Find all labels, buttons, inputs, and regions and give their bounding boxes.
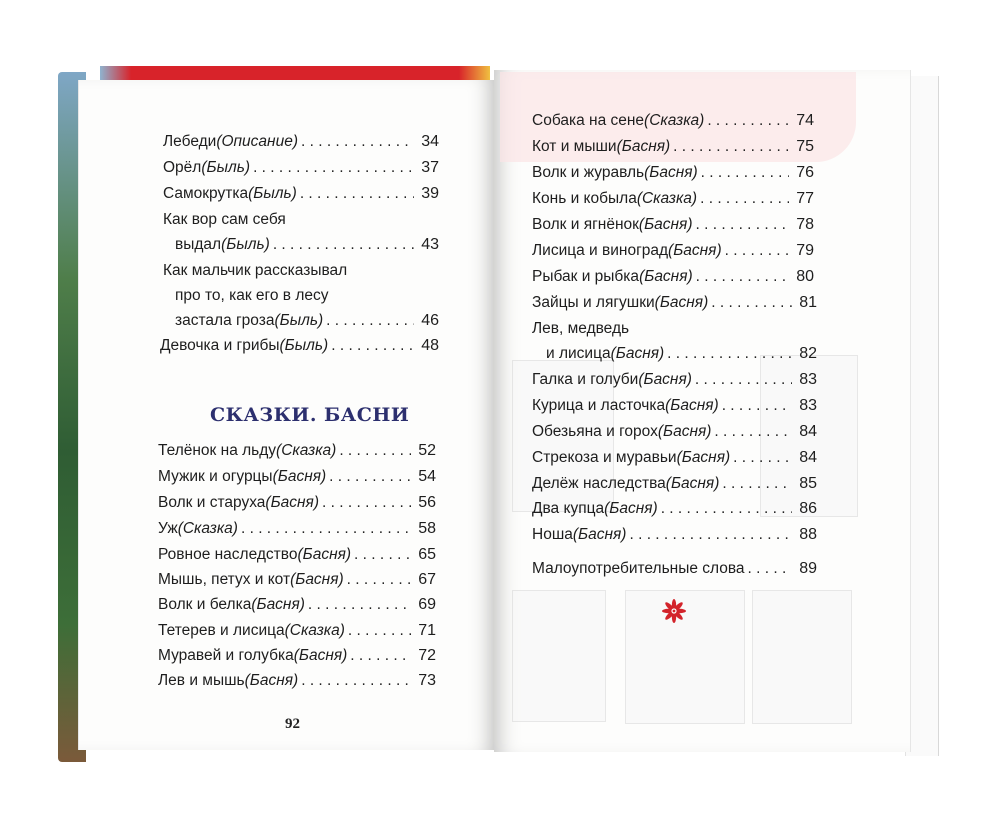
entry-genre: (Басня)	[639, 268, 693, 285]
entry-page: 84	[799, 449, 817, 466]
toc-entry	[163, 133, 439, 151]
toc-entry	[175, 312, 439, 330]
entry-page: 84	[799, 423, 817, 440]
page-number: 92	[285, 716, 300, 732]
entry-genre: (Басня)	[638, 216, 693, 233]
toc-entry	[158, 442, 436, 460]
entry-title: Волк и ягнёнок	[532, 216, 639, 233]
entry-page: 82	[799, 345, 817, 362]
toc-entry	[175, 236, 439, 254]
entry-title: Ноша	[532, 526, 573, 543]
entry-page: 76	[796, 164, 814, 181]
toc-entry	[163, 159, 439, 177]
entry-genre: (Басня)	[265, 494, 319, 511]
entry-title: Лебеди	[163, 133, 217, 150]
entry-genre: (Быль)	[221, 236, 270, 253]
toc-entry	[532, 397, 817, 415]
entry-title: и лисица	[546, 345, 611, 362]
toc-entry	[532, 138, 814, 156]
entry-page: 85	[799, 475, 817, 492]
entry-title: Малоупотребительные слова	[532, 560, 745, 577]
toc-entry	[532, 112, 814, 130]
entry-genre: (Быль)	[248, 185, 297, 202]
entry-page: 67	[418, 571, 436, 588]
toc-entry	[532, 294, 817, 312]
entry-title-line: Как мальчик рассказывал	[163, 262, 348, 279]
entry-title-line: Как вор сам себя	[163, 211, 286, 228]
entry-title: Волк и белка	[158, 596, 252, 613]
entry-genre: (Сказка)	[644, 112, 705, 129]
entry-title: Ровное наследство	[158, 546, 298, 563]
entry-page: 43	[421, 236, 439, 253]
entry-title: Зайцы и лягушки	[532, 294, 655, 311]
entry-genre: (Басня)	[572, 526, 627, 543]
entry-title-line: Лев, медведь	[532, 320, 630, 337]
entry-title: Кот и мыши	[532, 138, 617, 155]
entry-page: 80	[796, 268, 814, 285]
entry-genre: (Басня)	[616, 138, 671, 155]
entry-title: застала гроза	[175, 312, 275, 329]
entry-page: 74	[796, 112, 814, 129]
entry-title: Волк и старуха	[158, 494, 266, 511]
entry-title: Обезьяна и горох	[532, 423, 658, 440]
toc-entry	[158, 622, 436, 640]
entry-page: 46	[421, 312, 439, 329]
entry-title: Стрекоза и муравьи	[532, 449, 677, 466]
entry-page: 54	[418, 468, 436, 485]
entry-page: 89	[799, 560, 817, 577]
entry-title: Собака на сене	[532, 112, 645, 129]
entry-genre: (Басня)	[644, 164, 698, 181]
toc-entry	[532, 423, 817, 441]
toc-entry	[158, 571, 436, 589]
entry-page: 77	[796, 190, 814, 207]
entry-genre: (Басня)	[668, 242, 722, 259]
entry-genre: (Басня)	[654, 294, 709, 311]
red-flower-ornament-icon	[661, 598, 687, 624]
show-through-image	[512, 590, 606, 722]
toc-entry	[532, 475, 817, 493]
entry-genre: (Басня)	[665, 397, 719, 414]
toc-entry	[546, 345, 817, 363]
entry-title: Мужик и огурцы	[158, 468, 273, 485]
entry-title: Тетерев и лисица	[158, 622, 285, 639]
entry-page: 37	[421, 159, 439, 176]
entry-title: Телёнок на льду	[158, 442, 277, 459]
toc-entry	[532, 190, 814, 208]
entry-page: 65	[418, 546, 436, 563]
entry-page: 72	[418, 647, 436, 664]
section-title: СКАЗКИ. БАСНИ	[210, 404, 410, 426]
entry-page: 56	[418, 494, 436, 511]
toc-entry	[532, 560, 817, 578]
entry-title: Волк и журавль	[532, 164, 645, 181]
entry-genre: (Басня)	[293, 647, 348, 664]
entry-page: 52	[418, 442, 436, 459]
entry-genre: (Быль)	[279, 337, 329, 354]
toc-entry	[158, 596, 436, 614]
entry-title: Орёл	[163, 159, 202, 176]
entry-genre: (Басня)	[665, 475, 720, 492]
entry-title: Уж	[158, 520, 178, 537]
entry-genre: (Басня)	[610, 345, 665, 362]
entry-title: Рыбак и рыбка	[532, 268, 640, 285]
entry-genre: (Сказка)	[276, 442, 337, 459]
entry-page: 88	[799, 526, 817, 543]
entry-title: Галка и голуби	[532, 371, 639, 388]
entry-page: 75	[796, 138, 814, 155]
entry-title: Лисица и виноград	[532, 242, 669, 259]
entry-genre: (Сказка)	[177, 520, 238, 537]
toc-entry	[158, 546, 436, 564]
toc-entry	[163, 185, 439, 203]
toc-entry	[160, 337, 439, 355]
entry-title: Конь и кобыла	[532, 190, 637, 207]
entry-genre: (Басня)	[604, 500, 658, 517]
toc-entry	[532, 449, 817, 467]
entry-title: Лев и мышь	[158, 672, 245, 689]
entry-genre: (Быль)	[201, 159, 251, 176]
toc-entry	[158, 647, 436, 665]
entry-page: 79	[796, 242, 814, 259]
toc-entry	[532, 268, 814, 286]
entry-page: 86	[799, 500, 817, 517]
toc-entry	[158, 672, 436, 690]
entry-title: Делёж наследства	[532, 475, 666, 492]
show-through-image	[752, 590, 852, 724]
entry-genre: (Басня)	[676, 449, 731, 466]
entry-page: 69	[418, 596, 436, 613]
entry-title: Два купца	[532, 500, 605, 517]
toc-entry	[532, 216, 814, 234]
entry-genre: (Басня)	[272, 468, 327, 485]
entry-title: выдал	[175, 236, 222, 253]
entry-page: 39	[421, 185, 439, 202]
entry-page: 83	[799, 371, 817, 388]
entry-title: Самокрутка	[163, 185, 249, 202]
entry-title: Девочка и грибы	[160, 337, 280, 354]
toc-entry	[158, 494, 436, 512]
entry-genre: (Быль)	[274, 312, 324, 329]
entry-page: 34	[421, 133, 439, 150]
toc-entry	[532, 371, 817, 389]
entry-title: Муравей и голубка	[158, 647, 294, 664]
toc-entry	[532, 164, 814, 182]
entry-page: 71	[418, 622, 436, 639]
entry-page: 73	[418, 672, 436, 689]
entry-title-line: про то, как его в лесу	[175, 287, 329, 304]
entry-genre: (Басня)	[657, 423, 712, 440]
entry-genre: (Басня)	[251, 596, 305, 613]
toc-entry	[532, 500, 817, 518]
entry-page: 58	[418, 520, 436, 537]
toc-entry	[158, 520, 436, 538]
entry-title: Мышь, петух и кот	[158, 571, 291, 588]
entry-genre: (Сказка)	[636, 190, 698, 207]
book-cover-top-edge	[100, 66, 490, 80]
entry-page: 81	[799, 294, 817, 311]
entry-page: 48	[421, 337, 439, 354]
toc-entry	[158, 468, 436, 486]
entry-genre: (Басня)	[290, 571, 344, 588]
entry-genre: (Басня)	[638, 371, 692, 388]
entry-genre: (Басня)	[297, 546, 352, 563]
entry-page: 83	[799, 397, 817, 414]
entry-genre: (Басня)	[244, 672, 299, 689]
entry-genre: (Сказка)	[284, 622, 345, 639]
entry-title: Курица и ласточка	[532, 397, 666, 414]
entry-genre: (Описание)	[216, 133, 298, 150]
toc-entry	[532, 242, 814, 260]
entry-page: 78	[796, 216, 814, 233]
toc-entry	[532, 526, 817, 544]
